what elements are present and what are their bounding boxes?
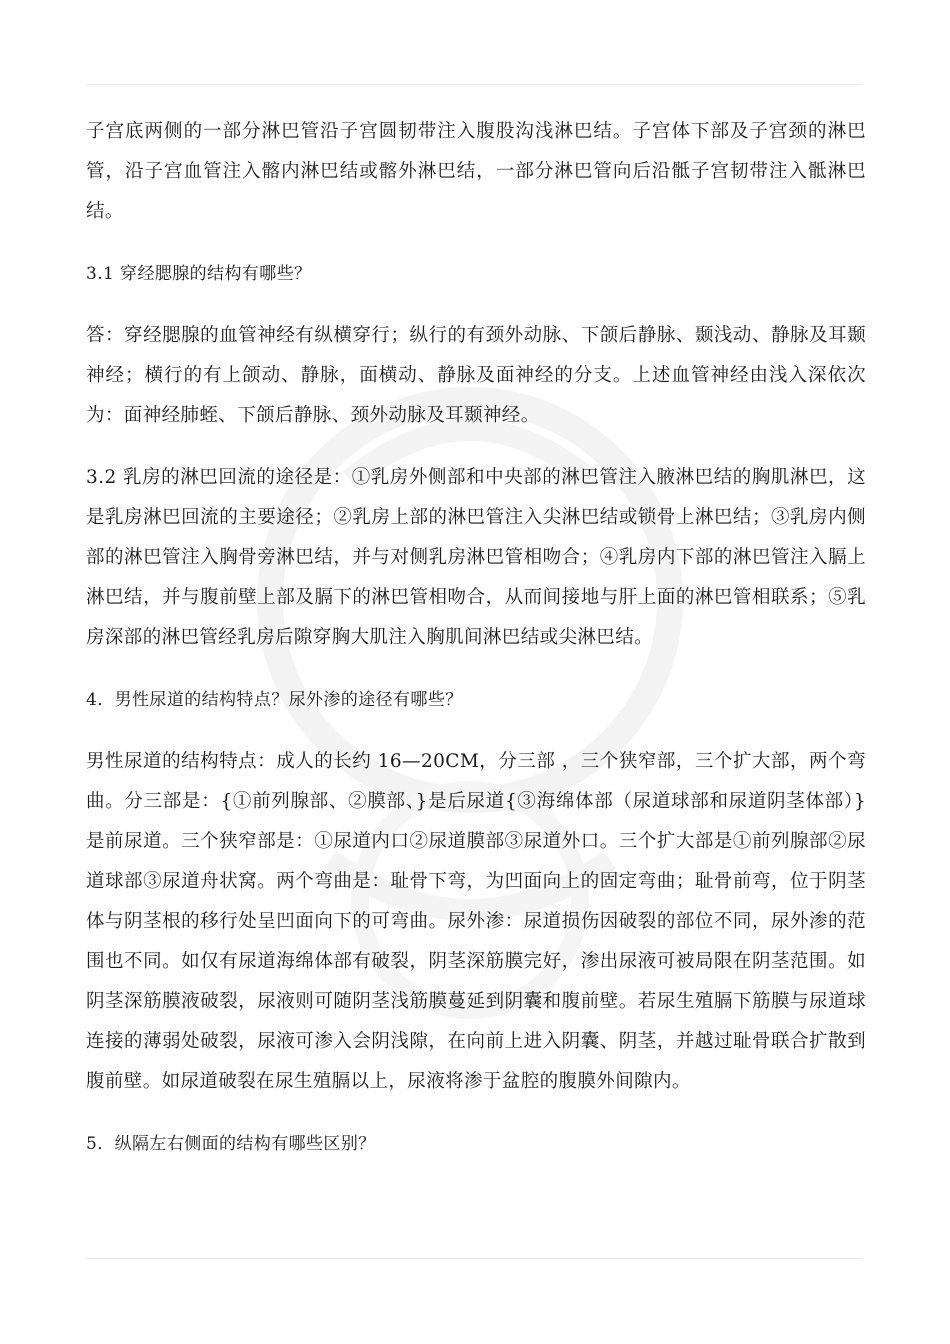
question-5-mediastinum: 5．纵隔左右侧面的结构有哪些区别？: [86, 1134, 376, 1154]
question-4-urethra: 4．男性尿道的结构特点？尿外渗的途径有哪些？: [86, 690, 463, 710]
answer-4-urethra: 男性尿道的结构特点：成人的长约 16—20CM，分三部 ，三个狭窄部，三个扩大部，两个弯曲。分三部是：{①前列腺部、②膜部、}是后尿道{③海绵体部（尿道球部和尿道阴茎体部）}是前尿道。三个狭窄部是：①尿道内口②尿道膜部③尿道外口。三个扩大部是①前列腺部②尿道球部③尿道舟状窝。两个弯曲是：耻骨下弯，为凹面向上的固定弯曲；耻骨前弯，位于阴茎体与阴茎根的移行处呈凹面向下的可弯曲。尿外渗：尿道损伤因破裂的部位不同，尿外渗的范围也不同。如仅有尿道海绵体部有破裂，阴茎深筋膜完好，渗出尿液可被局限在阴茎范围。如阴茎深筋膜液破裂，尿液则可随阴茎浅筋膜蔓延到阴囊和腹前壁。若尿生殖膈下筋膜与尿道球连接的薄弱处破裂，尿液可渗入会阴浅隙，在向前上进入阴囊、阴茎，并越过耻骨联合扩散到腹前壁。如尿道破裂在尿生殖膈以上，尿液将渗于盆腔的腹膜外间隙内。: [86, 751, 866, 1092]
question-3-1-parotid: 3.1 穿经腮腺的结构有哪些？: [86, 264, 312, 284]
document-body: [86, 112, 866, 1186]
paragraph-lymph-uterus: 子宫底两侧的一部分淋巴管沿子宫圆韧带注入腹股沟浅淋巴结。子宫体下部及子宫颈的淋巴管，沿子宫血管注入髂内淋巴结或髂外淋巴结，一部分淋巴管向后沿骶子宫韧带注入骶淋巴结。: [86, 121, 866, 222]
bottom-divider: [86, 1258, 862, 1259]
answer-3-1-parotid: 答：穿经腮腺的血管神经有纵横穿行；纵行的有颈外动脉、下颌后静脉、颞浅动、静脉及耳颞神经；横行的有上颌动、静脉，面横动、静脉及面神经的分支。上述血管神经由浅入深依次为：面神经肺蛭、下颌后静脉、颈外动脉及耳颞神经。: [86, 325, 866, 426]
top-divider: [86, 84, 862, 85]
answer-3-2-breast-lymph: 3.2 乳房的淋巴回流的途径是：①乳房外侧部和中央部的淋巴管注入腋淋巴结的胸肌淋巴，这是乳房淋巴回流的主要途径；②乳房上部的淋巴管注入尖淋巴结或锁骨上淋巴结；③乳房内侧部的淋巴管注入胸骨旁淋巴结，并与对侧乳房淋巴管相吻合；④乳房内下部的淋巴管注入膈上淋巴结，并与腹前壁上部及膈下的淋巴管相吻合，从而间接地与肝上面的淋巴管相联系；⑤乳房深部的淋巴管经乳房后隙穿胸大肌注入胸肌间淋巴结或尖淋巴结。: [86, 467, 866, 648]
